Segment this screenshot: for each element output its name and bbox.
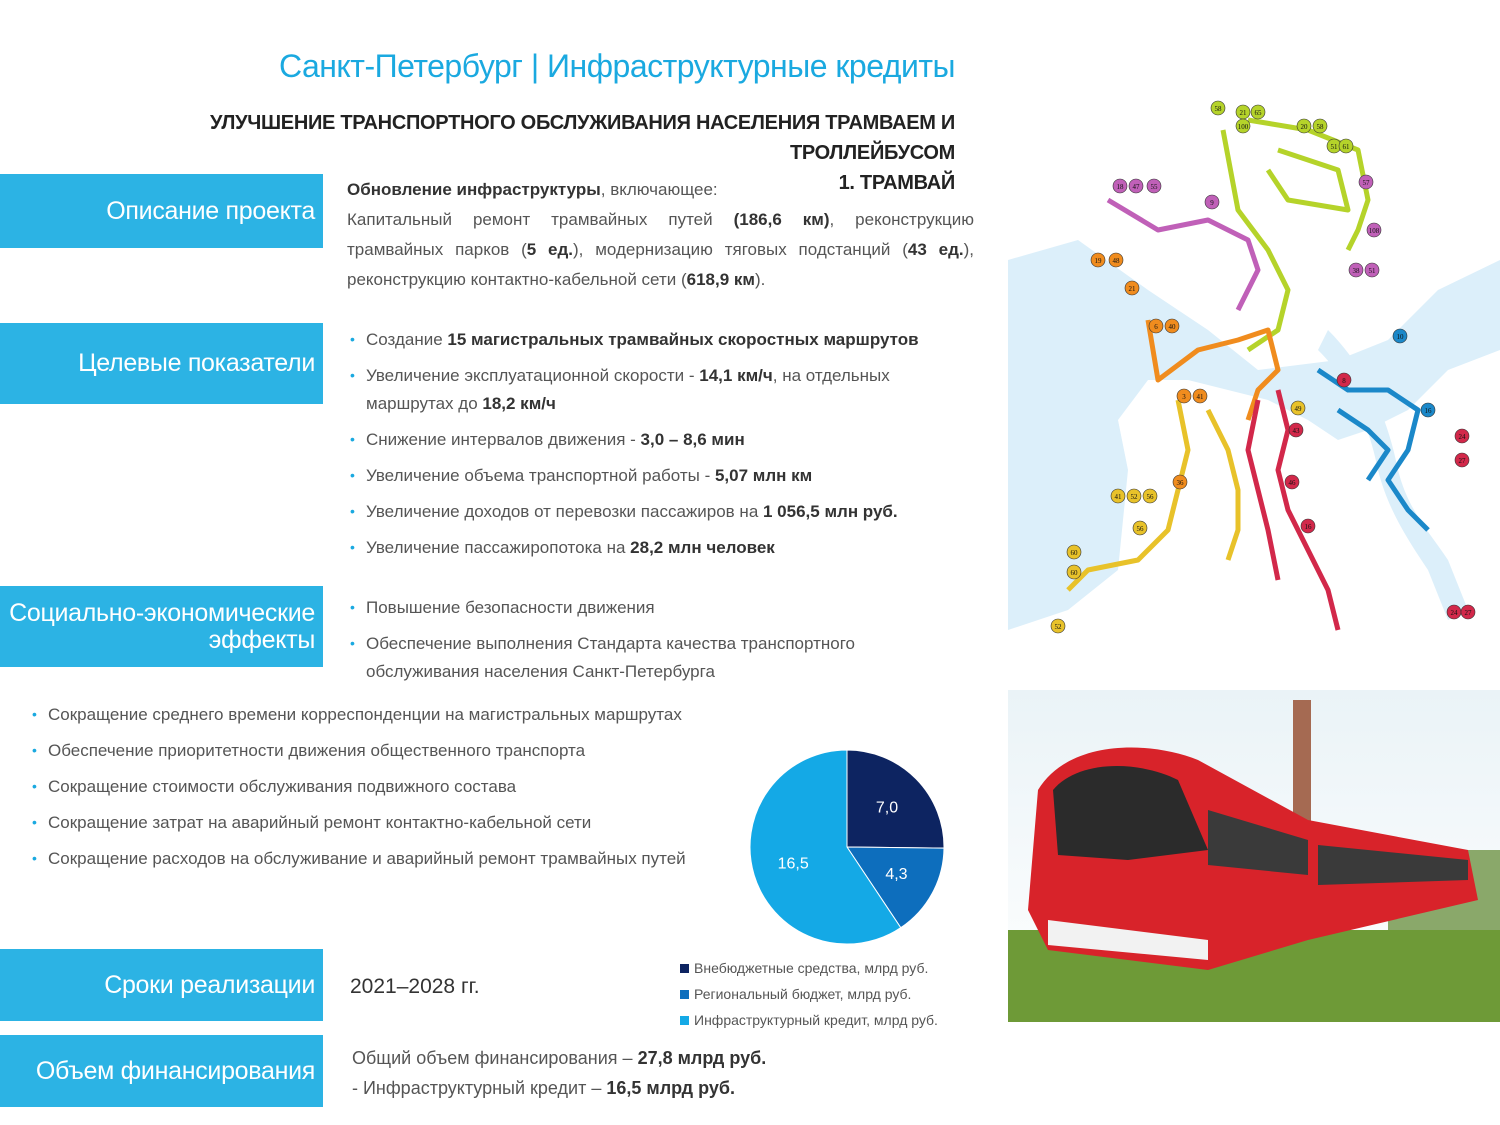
section-label-text: Сроки реализации <box>104 970 315 999</box>
description-text: ), модернизацию тяговых подстанций ( <box>573 240 908 259</box>
route-marker-number: 108 <box>1368 227 1380 235</box>
item-value: 3,0 – 8,6 мин <box>640 430 745 449</box>
bullet-icon: • <box>350 431 355 447</box>
route-marker-number: 20 <box>1300 123 1308 131</box>
route-marker-number: 40 <box>1168 323 1176 331</box>
section-label-financing <box>0 1035 323 1107</box>
section-label-text: Целевые показатели <box>78 349 315 377</box>
route-marker-number: 65 <box>1254 109 1262 117</box>
bullet-icon: • <box>350 635 355 651</box>
legend-label: Внебюджетные средства, млрд руб. <box>694 960 929 976</box>
list-item <box>348 426 948 454</box>
description-intro-rest: , включающее: <box>600 180 718 199</box>
route-marker-number: 49 <box>1294 405 1302 413</box>
bullet-icon: • <box>32 850 37 866</box>
section-label-text: Описание проекта <box>106 196 315 225</box>
financing-label: Общий объем финансирования – <box>352 1048 638 1068</box>
route-marker-number: 60 <box>1070 569 1078 577</box>
item-value: 5,07 млн км <box>714 466 813 485</box>
route-marker-number: 27 <box>1458 457 1466 465</box>
financing-label: - Инфраструктурный кредит – <box>352 1078 607 1098</box>
route-marker-number: 18 <box>1116 183 1124 191</box>
item-text: Создание <box>366 330 448 349</box>
list-item <box>348 630 908 686</box>
route-marker-number: 21 <box>1239 109 1247 117</box>
description-text: , реконструкцию трамвайных парков ( <box>347 210 975 259</box>
bullet-icon: • <box>32 778 37 794</box>
item-value: 18,2 км/ч <box>482 394 556 413</box>
route-marker-number: 58 <box>1316 123 1324 131</box>
route-marker-number: 3 <box>1182 393 1186 401</box>
route-marker-number: 51 <box>1330 143 1338 151</box>
description-value: 618,9 км <box>686 270 755 289</box>
route-marker-number: 56 <box>1146 493 1154 501</box>
item-text: Повышение безопасности движения <box>366 598 655 617</box>
route-marker-number: 60 <box>1070 549 1078 557</box>
route-marker-number: 56 <box>1136 525 1144 533</box>
route-marker-number: 6 <box>1154 323 1158 331</box>
item-text: Увеличение объема транспортной работы - <box>366 466 715 485</box>
item-text: Сокращение среднего времени корреспонденции на магистральных маршрутах <box>48 705 682 724</box>
pie-slice-label: 16,5 <box>777 855 809 873</box>
route-marker-number: 52 <box>1130 493 1138 501</box>
list-item <box>348 326 948 354</box>
bullet-icon: • <box>350 467 355 483</box>
route-marker-number: 41 <box>1114 493 1122 501</box>
route-marker-number: 38 <box>1352 267 1360 275</box>
route-marker-number: 19 <box>1094 257 1102 265</box>
route-marker-number: 41 <box>1196 393 1204 401</box>
list-item <box>348 534 948 562</box>
item-text: Увеличение пассажиропотока на <box>366 538 631 557</box>
item-value: 14,1 км/ч <box>699 366 773 385</box>
subtitle-line-1: УЛУЧШЕНИЕ ТРАНСПОРТНОГО ОБСЛУЖИВАНИЯ НАСЕЛЕНИЯ ТРАМВАЕМ И ТРОЛЛЕЙБУСОМ <box>209 112 955 164</box>
route-marker-number: 43 <box>1292 427 1300 435</box>
item-text: Снижение интервалов движения - <box>366 430 641 449</box>
item-value: 28,2 млн человек <box>630 538 775 557</box>
route-marker-number: 16 <box>1304 523 1312 531</box>
bullet-icon: • <box>350 539 355 555</box>
section-label-timeline <box>0 949 323 1021</box>
bullet-icon: • <box>32 742 37 758</box>
description-value: 43 ед. <box>907 240 964 259</box>
section-label-description <box>0 174 323 248</box>
legend-item <box>680 981 938 1007</box>
list-item <box>348 362 948 418</box>
item-text: Увеличение эксплуатационной скорости - <box>366 366 700 385</box>
route-marker-number: 51 <box>1368 267 1376 275</box>
financing-value: 27,8 млрд руб. <box>637 1048 767 1068</box>
route-marker-number: 9 <box>1210 199 1214 207</box>
pie-slice-label: 7,0 <box>875 799 899 817</box>
pie-slice-label: 4,3 <box>885 865 908 883</box>
bullet-icon: • <box>350 331 355 347</box>
description-text: Капитальный ремонт трамвайных путей <box>347 210 734 229</box>
route-marker-number: 27 <box>1464 609 1472 617</box>
bullet-icon: • <box>350 599 355 615</box>
route-marker-number: 61 <box>1342 143 1350 151</box>
item-text: Сокращение расходов на обслуживание и аварийный ремонт трамвайных путей <box>48 849 686 868</box>
financing-credit <box>352 1073 766 1103</box>
item-text: Обеспечение приоритетности движения общественного транспорта <box>48 741 586 760</box>
route-marker-number: 57 <box>1362 179 1370 187</box>
section-label-text: эффекты <box>208 625 315 654</box>
route-marker-number: 10 <box>1396 333 1404 341</box>
item-text: , на отдельных маршрутах до <box>366 366 890 413</box>
description-value: 5 ед. <box>526 240 574 259</box>
section-label-text: Объем финансирования <box>35 1056 315 1085</box>
list-item <box>30 773 690 801</box>
bullet-icon: • <box>350 367 355 383</box>
bullet-icon: • <box>32 706 37 722</box>
chart-legend <box>680 955 938 1033</box>
route-marker-number: 36 <box>1176 479 1184 487</box>
description-body <box>347 205 974 295</box>
list-item <box>348 498 948 526</box>
route-marker-number: 16 <box>1424 407 1432 415</box>
financing-total <box>352 1043 766 1073</box>
route-marker-number: 46 <box>1288 479 1296 487</box>
section-label-text: Социально-экономические <box>9 598 315 627</box>
description-intro-bold: Обновление инфраструктуры <box>347 180 601 199</box>
route-marker-number: 24 <box>1458 433 1466 441</box>
item-text: Сокращение затрат на аварийный ремонт контактно-кабельной сети <box>48 813 592 832</box>
route-marker-number: 48 <box>1112 257 1120 265</box>
route-marker-number: 8 <box>1342 377 1346 385</box>
description-value: (186,6 км) <box>733 210 830 229</box>
targets-list <box>348 326 948 570</box>
bullet-icon: • <box>350 503 355 519</box>
item-text: Сокращение стоимости обслуживания подвижного состава <box>48 777 517 796</box>
effects-more-list <box>30 701 690 881</box>
legend-swatch <box>680 990 689 999</box>
route-marker-number: 21 <box>1128 285 1136 293</box>
route-marker-number: 24 <box>1450 609 1458 617</box>
list-item <box>348 462 948 490</box>
timeline-value: 2021–2028 гг. <box>350 975 480 998</box>
section-label-effects <box>0 586 323 667</box>
route-marker-number: 58 <box>1214 105 1222 113</box>
item-text: Обеспечение выполнения Стандарта качества транспортного обслуживания населения Санкт-Петербурга <box>366 634 855 681</box>
legend-item <box>680 955 938 981</box>
bullet-icon: • <box>32 814 37 830</box>
description-text: ), реконструкцию контактно-кабельной сети ( <box>347 240 974 289</box>
item-value: 1 056,5 млн руб. <box>763 502 898 521</box>
funding-pie-chart <box>745 745 949 949</box>
description-block <box>347 175 974 295</box>
legend-item <box>680 1007 938 1033</box>
section-label-targets <box>0 323 323 404</box>
list-item <box>30 701 690 729</box>
route-marker-number: 100 <box>1237 123 1249 131</box>
page-title: Санкт-Петербург | Инфраструктурные кредиты <box>278 48 955 84</box>
list-item <box>30 737 690 765</box>
route-marker-number: 47 <box>1132 183 1140 191</box>
item-text: Увеличение доходов от перевозки пассажиров на <box>366 502 763 521</box>
effects-list <box>348 594 908 694</box>
financing-block <box>352 1043 766 1103</box>
tram-network-map <box>1008 90 1500 650</box>
route-marker-number: 55 <box>1150 183 1158 191</box>
financing-value: 16,5 млрд руб. <box>606 1078 735 1098</box>
description-text: ). <box>754 270 766 289</box>
subtitle-line-2: 1. ТРАМВАЙ <box>838 172 955 194</box>
description-intro <box>347 175 974 205</box>
legend-swatch <box>680 964 689 973</box>
legend-label: Инфраструктурный кредит, млрд руб. <box>694 1012 938 1028</box>
list-item <box>348 594 908 622</box>
list-item <box>30 809 690 837</box>
legend-swatch <box>680 1016 689 1025</box>
list-item <box>30 845 690 873</box>
route-marker-number: 52 <box>1054 623 1062 631</box>
tram-photo <box>1008 690 1500 1022</box>
item-value: 15 магистральных трамвайных скоростных маршрутов <box>447 330 919 349</box>
legend-label: Региональный бюджет, млрд руб. <box>694 986 912 1002</box>
